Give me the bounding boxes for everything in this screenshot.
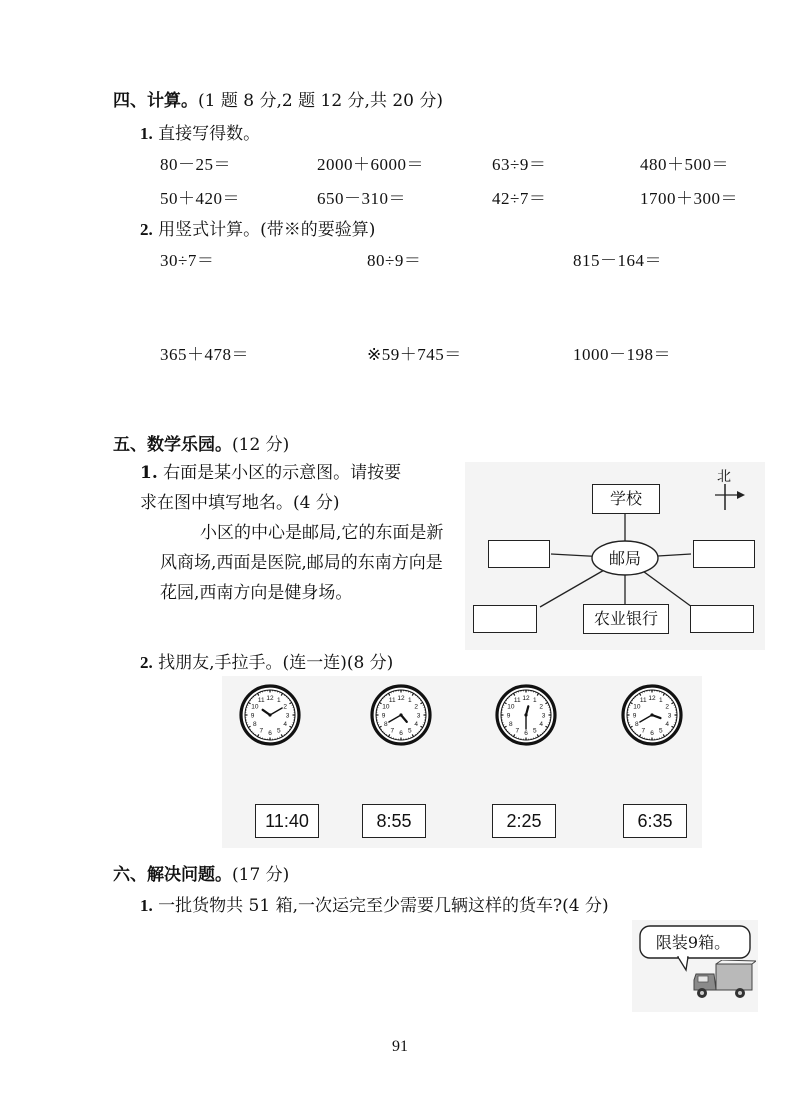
time-box[interactable]: 11:40 bbox=[255, 804, 319, 838]
map-center-label: 邮局 bbox=[608, 549, 641, 568]
q2-item: 30÷7＝ bbox=[160, 251, 215, 270]
clock-number bbox=[259, 728, 263, 735]
clock-number: 8 bbox=[253, 721, 257, 729]
s6-q1-number: 1. bbox=[140, 896, 153, 915]
clock-number: 12 bbox=[522, 694, 530, 702]
clock-number: 6 bbox=[268, 729, 272, 737]
clock-center-dot bbox=[399, 713, 402, 716]
q1-item: 63÷9＝ bbox=[492, 155, 547, 174]
q2-item: ※59＋745＝ bbox=[367, 345, 462, 364]
s4-q2 bbox=[140, 215, 375, 240]
clock-number: 7 bbox=[641, 727, 646, 735]
clock-number: 11 bbox=[257, 697, 265, 705]
clock-number: 6 bbox=[650, 729, 654, 737]
q1-item: 80－25＝ bbox=[160, 155, 231, 174]
clock-center-dot bbox=[650, 713, 653, 716]
clock-number: 11 bbox=[513, 697, 521, 705]
clock-number: 4 bbox=[539, 721, 543, 729]
clock-number: 9 bbox=[632, 712, 637, 720]
clock-number: 4 bbox=[283, 721, 287, 729]
clock-number: 7 bbox=[515, 727, 520, 735]
clock-number bbox=[268, 730, 272, 737]
clock-number: 1 bbox=[658, 697, 663, 705]
s5-q2-text: 找朋友,手拉手。(连一连)(8 分) bbox=[158, 653, 394, 673]
clock bbox=[621, 684, 683, 746]
s5-q1 bbox=[140, 458, 415, 518]
clock-number: 2 bbox=[539, 703, 543, 711]
clock-number: 3 bbox=[285, 712, 290, 720]
q1-item: 50＋420＝ bbox=[160, 189, 240, 208]
q1-item: 2000＋6000＝ bbox=[317, 155, 424, 174]
q1-item: 480＋500＝ bbox=[640, 155, 729, 174]
clock-number bbox=[251, 704, 259, 711]
time-box[interactable]: 6:35 bbox=[623, 804, 687, 838]
s6-q1 bbox=[140, 891, 609, 916]
clock-number: 12 bbox=[266, 694, 274, 702]
map-blank-southwest[interactable] bbox=[473, 605, 537, 633]
section6-score: (17 分) bbox=[232, 865, 290, 885]
s4-q1-number: 1. bbox=[140, 124, 153, 143]
clock-number: 6 bbox=[524, 729, 528, 737]
north-arrow-head bbox=[737, 491, 745, 499]
time-box[interactable]: 2:25 bbox=[492, 804, 556, 838]
clock-number: 3 bbox=[667, 712, 672, 720]
s4-q1 bbox=[140, 119, 260, 144]
page-number: 91 bbox=[392, 1038, 408, 1055]
clock-number: 5 bbox=[276, 727, 281, 735]
clock-number: 9 bbox=[250, 712, 255, 720]
clock bbox=[239, 684, 301, 746]
clock-number: 3 bbox=[541, 712, 546, 720]
s5-q2 bbox=[140, 648, 393, 673]
clock-number: 5 bbox=[532, 727, 537, 735]
clock bbox=[381, 684, 557, 746]
clock-number: 4 bbox=[665, 721, 669, 729]
s5-q2-number: 2. bbox=[140, 653, 153, 672]
clock-number bbox=[266, 695, 274, 702]
section6-heading bbox=[113, 860, 289, 885]
section4-score: (1 题 8 分,2 题 12 分,共 20 分) bbox=[198, 91, 444, 111]
clock-number bbox=[277, 728, 281, 735]
q1-item: 650－310＝ bbox=[317, 189, 406, 208]
clock-number: 11 bbox=[639, 697, 647, 705]
clock-number: 1 bbox=[276, 697, 281, 705]
clock-number: 12 bbox=[648, 694, 656, 702]
clock-number bbox=[253, 721, 257, 728]
section5-title: 五、数学乐园。 bbox=[113, 435, 232, 455]
s5-q1-description: 小区的中心是邮局,它的东面是新风商场,西面是医院,邮局的东南方向是花园,西南方向是健身场。 bbox=[160, 523, 444, 603]
map-blank-west[interactable] bbox=[488, 540, 550, 568]
clock-number bbox=[283, 704, 287, 711]
map-blank-east[interactable] bbox=[693, 540, 755, 568]
clock-number: 1 bbox=[532, 697, 537, 705]
q1-item: 1700＋300＝ bbox=[640, 189, 738, 208]
section5-score: (12 分) bbox=[232, 435, 290, 455]
clock-center-dot bbox=[268, 713, 271, 716]
clock-number bbox=[258, 697, 265, 704]
clock-number: 2 bbox=[283, 703, 287, 711]
s4-q1-text: 直接写得数。 bbox=[158, 124, 261, 144]
clock-number: 10 bbox=[251, 703, 259, 711]
clock-number: 2 bbox=[665, 703, 669, 711]
s5-q1-text: 右面是某小区的示意图。请按要求在图中填写地名。(4 分) bbox=[140, 463, 402, 513]
clock-center-dot bbox=[524, 713, 527, 716]
s5-q1-number: 1. bbox=[140, 463, 158, 483]
map-blank-southeast[interactable] bbox=[690, 605, 754, 633]
map-box-school: 学校 bbox=[592, 484, 660, 514]
q2-item: 80÷9＝ bbox=[367, 251, 422, 270]
q2-item: 1000－198＝ bbox=[573, 345, 671, 364]
clock-number: 10 bbox=[633, 703, 641, 711]
section4-heading bbox=[113, 86, 443, 111]
s6-q1-text: 一批货物共 51 箱,一次运完至少需要几辆这样的货车?(4 分) bbox=[158, 896, 609, 916]
map-box-bank: 农业银行 bbox=[583, 604, 669, 634]
clock-number: 5 bbox=[658, 727, 663, 735]
clock-number bbox=[286, 712, 290, 719]
north-label: 北 bbox=[717, 469, 731, 485]
clock-number: 8 bbox=[509, 721, 513, 729]
clock-number: 8 bbox=[635, 721, 639, 729]
clock-number: 9 bbox=[506, 712, 511, 720]
section6-title: 六、解决问题。 bbox=[113, 865, 232, 885]
q2-item: 815－164＝ bbox=[573, 251, 662, 270]
time-box[interactable]: 8:55 bbox=[362, 804, 426, 838]
q2-item: 365＋478＝ bbox=[160, 345, 249, 364]
truck-icon bbox=[690, 960, 756, 1002]
speech-bubble-text: 限装9箱。 bbox=[655, 933, 731, 952]
clock-number: 7 bbox=[259, 727, 264, 735]
q1-item: 42÷7＝ bbox=[492, 189, 547, 208]
s4-q2-text: 用竖式计算。(带※的要验算) bbox=[158, 220, 376, 240]
section4-title: 四、计算。 bbox=[113, 91, 198, 111]
clock-number bbox=[283, 721, 287, 728]
clock-number bbox=[251, 712, 255, 719]
clock-number bbox=[277, 697, 281, 704]
s4-q2-number: 2. bbox=[140, 220, 153, 239]
clock-number: 10 bbox=[507, 703, 515, 711]
section5-heading bbox=[113, 430, 289, 455]
